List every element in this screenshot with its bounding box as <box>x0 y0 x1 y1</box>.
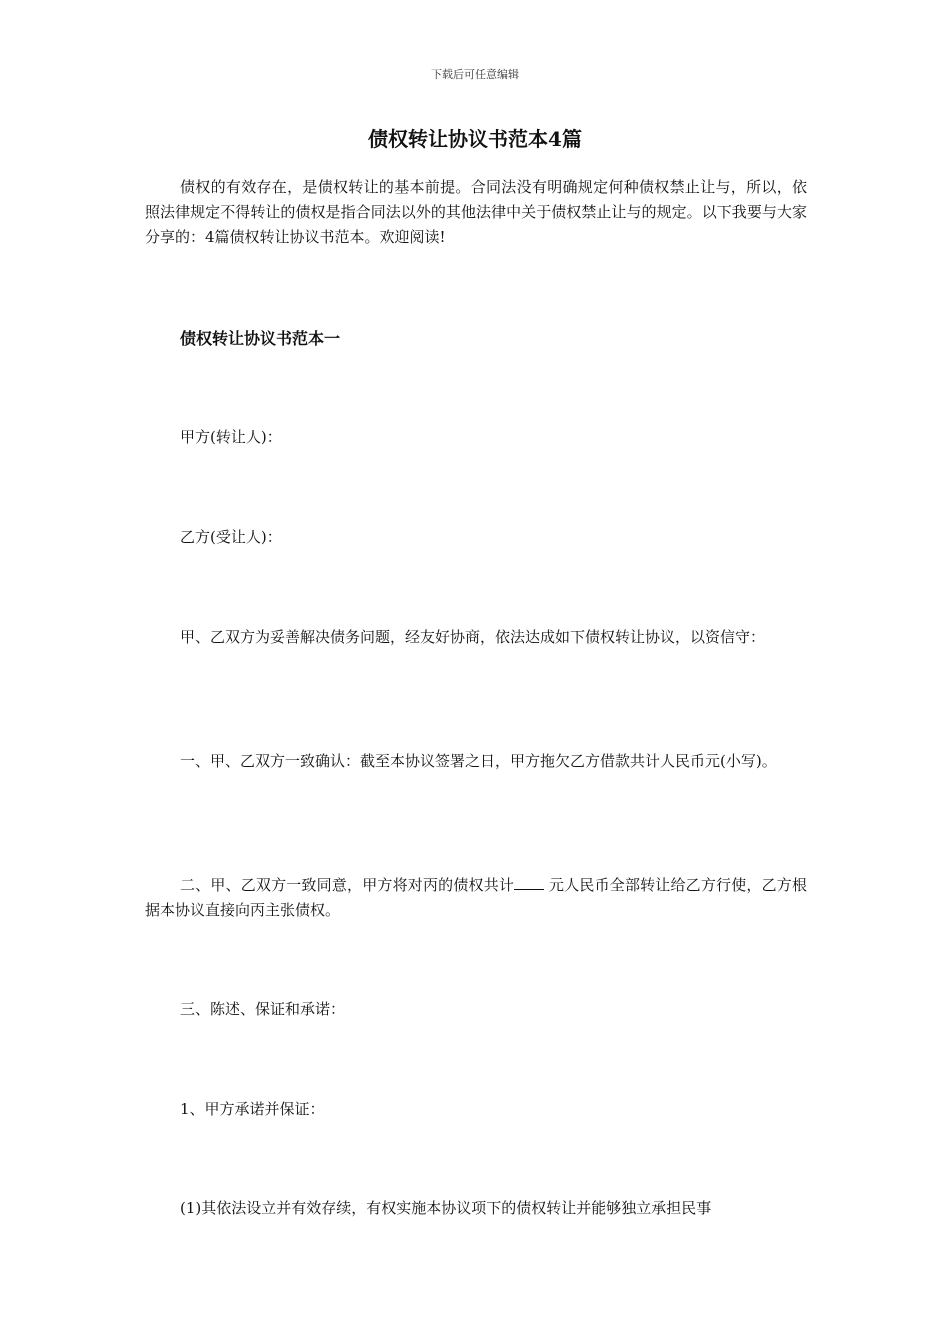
clause-3-line: 三、陈述、保证和承诺： <box>180 1000 346 1018</box>
intro-paragraph: 债权的有效存在，是债权转让的基本前提。合同法没有明确规定何种债权禁止让与，所以，依照法律规定不得转让的债权是指合同法以外的其他法律中关于债权禁止让与的规定。以下我要与大家分享的：4篇债权转让协议书范本。欢迎阅读! <box>145 178 807 246</box>
item-1-1-line: (1)其依法设立并有效存续，有权实施本协议项下的债权转让并能够独立承担民事 <box>180 1199 712 1217</box>
clause-1-paragraph: 一、甲、乙双方一致确认：截至本协议签署之日，甲方拖欠乙方借款共计人民币元(小写)。 <box>180 752 777 770</box>
section-heading-1: 债权转让协议书范本一 <box>180 329 341 348</box>
clause-2-text-start: 二、甲、乙双方一致同意，甲方将对丙的债权共计 <box>180 876 515 894</box>
header-note: 下载后可任意编辑 <box>431 68 519 81</box>
party-b-line: 乙方(受让人)： <box>180 528 282 546</box>
party-a-line: 甲方(转让人)： <box>180 428 282 446</box>
amount-blank <box>514 875 544 890</box>
clause-2-text-end: 元人民币全部转让给乙方行使，乙方根据本协议直接向丙主张债权。 <box>145 876 807 919</box>
preamble-paragraph: 甲、乙双方为妥善解决债务问题，经友好协商，依法达成如下债权转让协议，以资信守： <box>180 628 766 646</box>
document-title: 债权转让协议书范本4篇 <box>368 127 582 151</box>
clause-2-paragraph <box>145 873 807 923</box>
item-1-line: 1、甲方承诺并保证： <box>180 1100 325 1118</box>
